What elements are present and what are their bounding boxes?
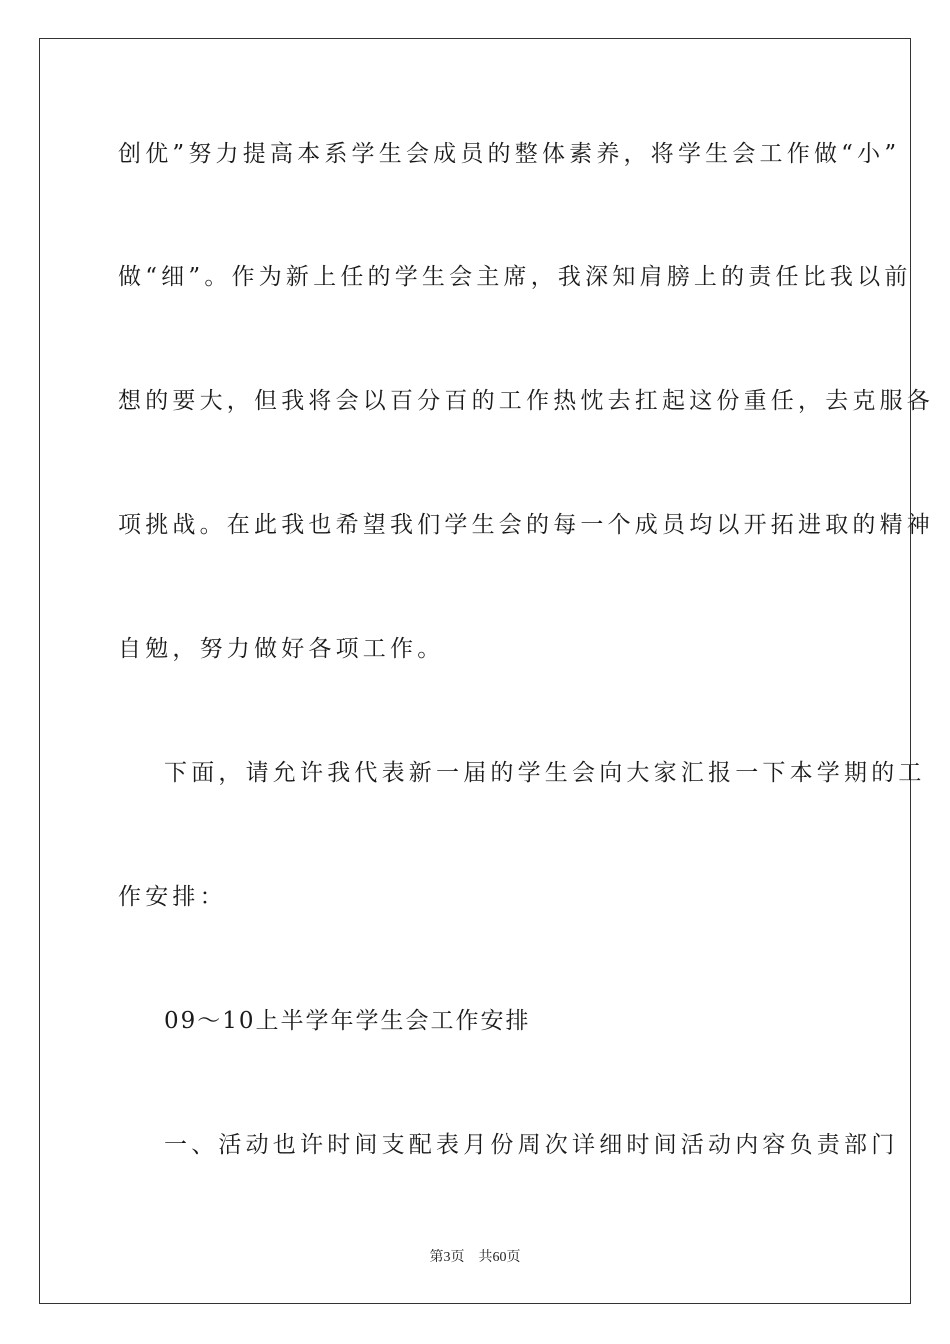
body-text-line-6: 下面，请允许我代表新一届的学生会向大家汇报一下本学期的工 xyxy=(164,760,926,786)
body-text-line-9: 一、活动也许时间支配表月份周次详细时间活动内容负责部门 xyxy=(164,1132,899,1158)
body-text-line-7: 作安排： xyxy=(118,884,227,910)
body-text-line-2: 做“细”。作为新上任的学生会主席，我深知肩膀上的责任比我以前 xyxy=(118,264,912,290)
body-text-line-4: 项挑战。在此我也希望我们学生会的每一个成员均以开拓进取的精神 xyxy=(118,512,934,538)
page-total: 共60页 xyxy=(478,1250,521,1265)
page-footer xyxy=(0,1246,950,1266)
page-number: 第3页 xyxy=(429,1250,465,1265)
body-text-line-3: 想的要大，但我将会以百分百的工作热忱去扛起这份重任，去克服各 xyxy=(118,388,934,414)
body-text-line-5: 自勉，努力做好各项工作。 xyxy=(118,636,445,662)
page-border xyxy=(39,38,911,1304)
section-heading: 09～10上半学年学生会工作安排 xyxy=(164,1008,531,1034)
body-text-line-1: 创优”努力提高本系学生会成员的整体素养，将学生会工作做“小” xyxy=(118,141,901,167)
